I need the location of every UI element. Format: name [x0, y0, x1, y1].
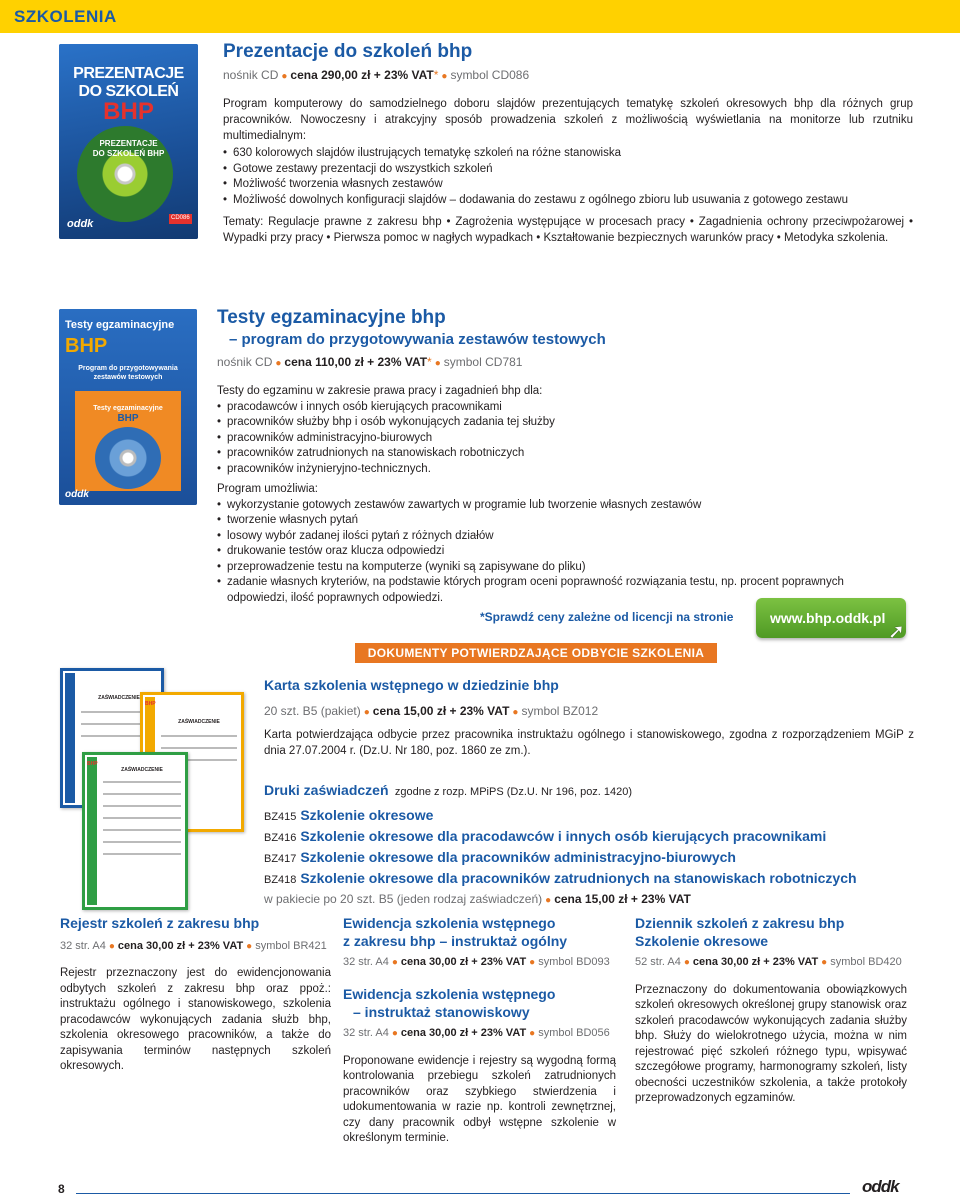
- website-link[interactable]: www.bhp.oddk.pl: [770, 610, 886, 626]
- format: 32 str. A4: [343, 956, 389, 968]
- item-code: BZ417: [264, 852, 297, 865]
- list-item: • pracowników służby bhp i osób wykonujących zadania tej służby: [217, 415, 907, 431]
- list-item: [264, 848, 914, 869]
- list-item: • Gotowe zestawy prezentacji do wszystkich szkoleń: [223, 162, 913, 178]
- product-title-1: Ewidencja szkolenia wstępnego: [343, 915, 556, 931]
- symbol: symbol CD086: [450, 67, 530, 82]
- list-item: • Możliwość dowolnych konfiguracji slajdów – dodawania do zestawu z ogólnego zbioru lub usuwania z gotowego zestawu: [223, 193, 913, 209]
- price: cena 30,00 zł + 23% VAT: [400, 956, 527, 968]
- disc-label-1: Testy egzaminacyjne: [93, 405, 163, 412]
- disc-label-1: PREZENTACJE: [99, 139, 158, 148]
- form-heading: ZAŚWIADCZENIE: [178, 719, 220, 725]
- product-description: Karta potwierdzająca odbycie przez pracownika instruktażu ogólnego i stanowiskowego, zgodna z rozporządzeniem MGiP z dnia 27.07.2004 r. (Dz.U. Nr 180, poz. 1860 ze zm.).: [264, 729, 914, 757]
- publisher-logo-icon: oddk: [862, 1177, 899, 1196]
- product-karta: [264, 677, 914, 759]
- price: cena 15,00 zł + 23% VAT: [554, 891, 691, 906]
- footer-rule: [76, 1193, 850, 1194]
- capability-list: [217, 498, 907, 607]
- pack-info: w pakiecie po 20 szt. B5 (jeden rodzaj zaświadczeń) ● cena 15,00 zł + 23% VAT: [264, 891, 691, 906]
- section-header-bar: [0, 0, 960, 33]
- website-button[interactable]: [756, 598, 906, 643]
- item-name: Szkolenie okresowe dla pracowników zatrudnionych na stanowiskach robotniczych: [300, 869, 857, 886]
- list-item: [264, 827, 914, 848]
- list-item: • Możliwość tworzenia własnych zestawów: [223, 177, 913, 193]
- list-item: • tworzenie własnych pytań: [217, 513, 907, 529]
- product-title-2: z zakresu bhp – instruktaż ogólny: [343, 932, 568, 949]
- product-title: Karta szkolenia wstępnego w dziedzinie bhp: [264, 677, 559, 693]
- disc-label-2: BHP: [117, 413, 139, 424]
- format: 20 szt. B5 (pakiet): [264, 703, 361, 718]
- product-cover-prezentacje: [59, 44, 198, 239]
- product-dziennik: [635, 915, 907, 1107]
- list-item: • przeprowadzenie testu na komputerze (wyniki są zapisywane do pliku): [217, 560, 907, 576]
- cover-title-2: BHP: [65, 335, 108, 357]
- product-title-2: Szkolenie okresowe: [635, 932, 769, 949]
- cover-title-3: BHP: [103, 98, 154, 125]
- cover-title-1: Testy egzaminacyjne: [65, 319, 175, 331]
- form-label: BHP: [87, 761, 98, 767]
- product-title: Testy egzaminacyjne bhp: [217, 307, 446, 328]
- list-item: • pracowników zatrudnionych na stanowiskach robotniczych: [217, 446, 907, 462]
- product-title-2: – instruktaż stanowiskowy: [353, 1003, 530, 1020]
- cover-title-2: DO SZKOLEŃ: [78, 83, 179, 100]
- symbol: symbol BD420: [830, 956, 902, 968]
- cover-title-4: zestawów testowych: [93, 374, 163, 381]
- product-meta: 20 szt. B5 (pakiet) ● cena 15,00 zł + 23% VAT ● symbol BZ012: [264, 703, 599, 718]
- item-code: BZ415: [264, 810, 297, 823]
- product-title-1: Ewidencja szkolenia wstępnego: [343, 986, 556, 1002]
- certificate-forms-image: [60, 668, 250, 913]
- price: cena 15,00 zł + 23% VAT: [372, 703, 510, 718]
- symbol: symbol BZ012: [521, 703, 599, 718]
- product-subtitle: – program do przygotowywania zestawów testowych: [229, 330, 606, 348]
- product-rejestr: [60, 915, 331, 1075]
- product-title: Druki zaświadczeń: [264, 782, 389, 798]
- symbol: symbol BR421: [255, 939, 327, 952]
- item-code: BZ418: [264, 873, 297, 886]
- asterisk: *: [427, 354, 432, 369]
- license-note: *Sprawdź ceny zależne od licencji na stronie: [480, 610, 734, 624]
- item-name: Szkolenie okresowe dla pracodawców i innych osób kierujących pracownikami: [300, 827, 827, 844]
- intro-text-2: Program umożliwia:: [217, 483, 318, 495]
- form-label: BHP: [145, 701, 156, 707]
- publisher-logo-icon: oddk: [65, 489, 89, 500]
- cover-title-1: PREZENTACJE: [73, 65, 184, 82]
- page-number: 8: [58, 1182, 65, 1196]
- banner-text: DOKUMENTY POTWIERDZAJĄCE ODBYCIE SZKOLENIA: [367, 646, 705, 660]
- cd-disc-icon: [95, 427, 161, 489]
- price: cena 290,00 zł + 23% VAT: [290, 67, 434, 82]
- disc-label-2: DO SZKOLEŃ BHP: [92, 149, 165, 158]
- product-meta: 32 str. A4 ● cena 30,00 zł + 23% VAT ● symbol BD056: [343, 1027, 610, 1039]
- cursor-icon: ➚: [888, 621, 905, 643]
- price: cena 30,00 zł + 23% VAT: [692, 956, 819, 968]
- price: cena 30,00 zł + 23% VAT: [400, 1027, 527, 1039]
- intro-text: Testy do egzaminu w zakresie prawa pracy i zagadnień bhp dla:: [217, 385, 543, 397]
- format: 32 str. A4: [60, 939, 106, 952]
- topics: Tematy: Regulacje prawne z zakresu bhp • Zagrożenia występujące w procesach pracy • Zagadnienia ochrony przeciwpożarowej • Wypadki przy pracy • Pierwsza pomoc w nagłych wypadkach • Kształtowanie bezpiecznych warunków pracy • Metodyka szkolenia.: [223, 216, 913, 245]
- list-item: [264, 806, 914, 827]
- product-description: Program komputerowy do samodzielnego doboru slajdów prezentujących tematykę szkoleń okresowych bhp dla różnych grup pracowników. Nowoczesny i atrakcyjny sposób prowadzenia szkoleń z możliwością wyświetlania na monitorze lub rzutniku multimedialnym:: [223, 98, 913, 143]
- list-item: • pracowników administracyjno-biurowych: [217, 431, 907, 447]
- list-item: • losowy wybór zadanej ilości pytań z różnych działów: [217, 529, 907, 545]
- asterisk: *: [433, 67, 439, 82]
- medium: nośnik CD: [217, 354, 273, 369]
- list-item: [264, 869, 914, 890]
- list-item: • 630 kolorowych slajdów ilustrujących tematykę szkoleń na różne stanowiska: [223, 146, 913, 162]
- audience-list: [217, 400, 907, 478]
- product-meta: nośnik CD ● cena 110,00 zł + 23% VAT* ● symbol CD781: [217, 354, 523, 369]
- product-description: Przeznaczony do dokumentowania obowiązkowych szkoleń okresowych określonej grupy stanowisk oraz szkoleń pracodawców wykonujących zadania służby bhp. Służy do wielokrotnego użycia, można w nim rejestrować pięć szkoleń różnego typu, wpisywać szczegółowe programy, harmonogramy szkoleń, listy obecności uczestników szkolenia, a także protokoły przeprowadzonych egzaminów.: [635, 983, 907, 1105]
- list-item: • pracodawców i innych osób kierujących pracownikami: [217, 400, 907, 416]
- product-title-1: Dziennik szkoleń z zakresu bhp: [635, 915, 845, 931]
- publisher-logo-icon: oddk: [67, 218, 94, 230]
- form-heading: ZAŚWIADCZENIE: [98, 695, 140, 701]
- title-note: zgodne z rozp. MPiPS (Dz.U. Nr 196, poz. 1420): [394, 786, 633, 798]
- price: cena 110,00 zł + 23% VAT: [284, 354, 428, 369]
- product-cover-testy: [59, 309, 197, 505]
- symbol: symbol BD093: [538, 956, 610, 968]
- product-ewidencja-ogolny: [343, 915, 616, 970]
- list-item: • wykorzystanie gotowych zestawów zawartych w programie lub tworzenie własnych zestawów: [217, 498, 907, 514]
- form-heading: ZAŚWIADCZENIE: [121, 767, 163, 773]
- cover-title-3: Program do przygotowywania: [78, 365, 178, 372]
- symbol: symbol BD056: [538, 1027, 610, 1039]
- list-item: • zadanie własnych kryteriów, na podstawie których program oceni poprawność rozwiązania testu, np. procent poprawnych odpowiedzi, ilość poprawnych odpowiedzi.: [217, 575, 907, 606]
- medium: nośnik CD: [223, 67, 279, 82]
- item-name: Szkolenie okresowe: [300, 806, 434, 823]
- product-testy: [217, 306, 907, 606]
- symbol: symbol CD781: [443, 354, 523, 369]
- product-meta: 32 str. A4 ● cena 30,00 zł + 23% VAT ● symbol BR421: [60, 939, 327, 952]
- product-meta: nośnik CD ● cena 290,00 zł + 23% VAT* ● symbol CD086: [223, 67, 530, 82]
- documents-banner: [355, 643, 717, 663]
- item-name: Szkolenie okresowe dla pracowników administracyjno-biurowych: [300, 848, 736, 865]
- product-title: Rejestr szkoleń z zakresu bhp: [60, 915, 260, 931]
- product-title: Prezentacje do szkoleń bhp: [223, 41, 473, 62]
- format: 52 str. A4: [635, 956, 681, 968]
- cover-code: CD086: [169, 214, 192, 224]
- price: cena 30,00 zł + 23% VAT: [117, 939, 244, 952]
- product-description: Proponowane ewidencje i rejestry są wygodną formą kontrolowania przebiegu szkoleń zatrudnionych pracowników oraz szybkiego stwierdzenia i udokumentowania w razie np. kontroli zewnętrznej, czy dany pracownik odbył wstępne szkolenie w określonym terminie.: [343, 1054, 616, 1145]
- list-item: • pracowników inżynieryjno-technicznych.: [217, 462, 907, 478]
- product-ewidencja-stanowiskowy: [343, 986, 616, 1147]
- list-item: • drukowanie testów oraz klucza odpowiedzi: [217, 544, 907, 560]
- feature-list: [223, 146, 913, 208]
- product-druki: [264, 782, 914, 907]
- druki-heading: [264, 782, 914, 800]
- pack-note: w pakiecie po 20 szt. B5 (jeden rodzaj zaświadczeń): [264, 891, 543, 906]
- item-code: BZ416: [264, 831, 297, 844]
- section-title: SZKOLENIA: [14, 7, 117, 26]
- format: 32 str. A4: [343, 1027, 389, 1039]
- product-meta: 32 str. A4 ● cena 30,00 zł + 23% VAT ● symbol BD093: [343, 956, 610, 968]
- product-meta: 52 str. A4 ● cena 30,00 zł + 23% VAT ● symbol BD420: [635, 956, 902, 968]
- product-prezentacje: [223, 40, 913, 246]
- product-description: Rejestr przeznaczony jest do ewidencjonowania odbytych szkoleń z zakresu bhp oraz ppoż.: instruktażu ogólnego i stanowiskowego, szkolenia pracodawców wykonujących zadania służb bhp, szkolenia okresowego pracowników, a także do zapisywania terminów następnych szkoleń okresowych.: [60, 967, 331, 1073]
